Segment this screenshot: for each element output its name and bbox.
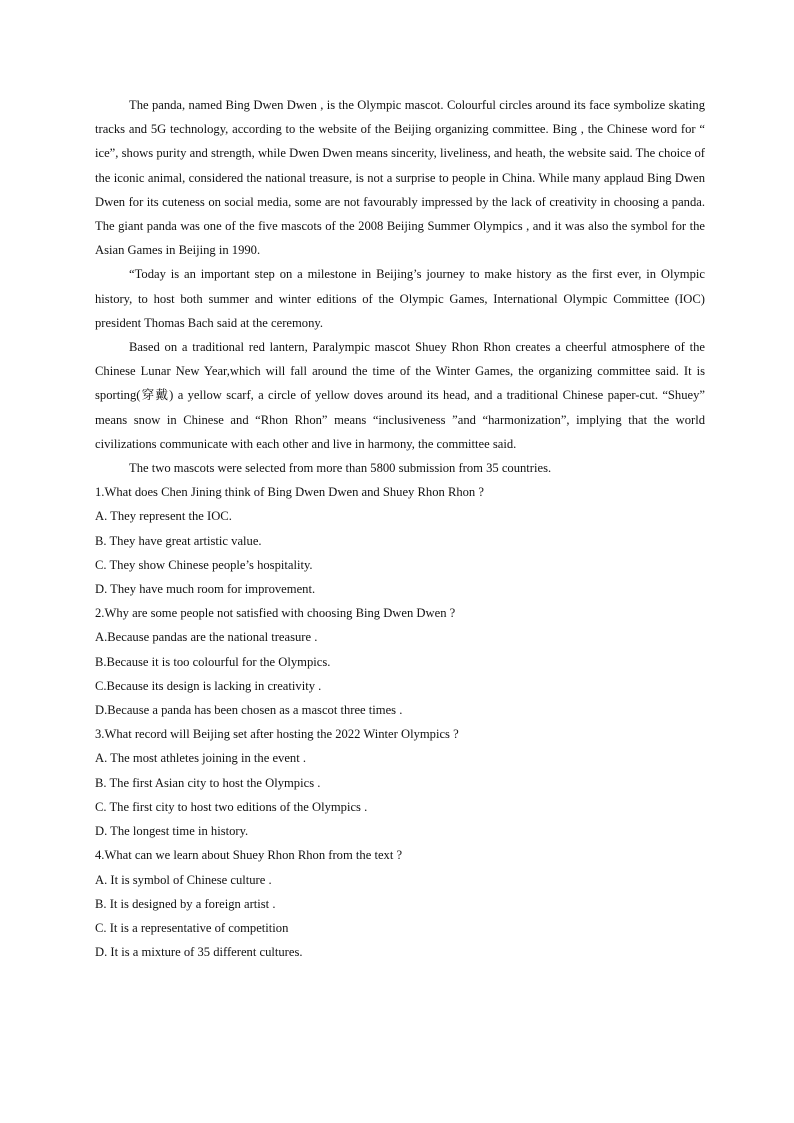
option-d: D. The longest time in history.: [95, 824, 249, 839]
option-d: D.Because a panda has been chosen as a mascot three times .: [95, 703, 403, 718]
passage-paragraph-1: The panda, named Bing Dwen Dwen , is the Olympic mascot. Colourful circles around its face symbolize skating tracks and 5G technology, according to the website of the Beijing organizing committee. Bing , the Chinese word for “ ice”, shows purity and strength, while Dwen Dwen means sincerity, liveliness, and heath, the website said. The choice of the iconic animal, considered the national treasure, is not a surprise to people in China. While many applaud Bing Dwen Dwen for its cuteness on social media, some are not favourably impressed by the lack of creativity in choosing a panda. The giant panda was one of the five mascots of the 2008 Beijing Summer Olympics , and it was also the symbol for the Asian Games in Beijing in 1990.: [95, 98, 705, 258]
option-b: B.Because it is too colourful for the Olympics.: [95, 654, 331, 669]
option-b: B. The first Asian city to host the Olympics .: [95, 775, 321, 790]
option-d: D. They have much room for improvement.: [95, 582, 316, 597]
question-stem: 3.What record will Beijing set after hosting the 2022 Winter Olympics ?: [95, 727, 459, 742]
question-stem: 2.Why are some people not satisfied with choosing Bing Dwen Dwen ?: [95, 606, 456, 621]
option-c: C. They show Chinese people’s hospitality.: [95, 557, 313, 572]
question-stem: 4.What can we learn about Shuey Rhon Rhon from the text ?: [95, 848, 403, 863]
passage-paragraph-4: The two mascots were selected from more than 5800 submission from 35 countries.: [129, 461, 552, 476]
question-2: [95, 601, 705, 722]
passage-paragraph-3: Based on a traditional red lantern, Paralympic mascot Shuey Rhon Rhon creates a cheerful atmosphere of the Chinese Lunar New Year,which will fall around the time of the Winter Games, the organizing committee said. It is sporting(穿戴) a yellow scarf, a circle of yellow doves around its head, and a traditional Chinese paper-cut. “Shuey” means snow in Chinese and “Rhon Rhon” means “inclusiveness ”and “harmonization”, implying that the world civilizations communicate with each other and live in harmony, the committee said.: [95, 340, 705, 451]
option-a: A.Because pandas are the national treasure .: [95, 630, 318, 645]
option-b: B. It is designed by a foreign artist .: [95, 896, 276, 911]
document-body: [95, 93, 705, 964]
option-a: A. They represent the IOC.: [95, 509, 232, 524]
option-c: C.Because its design is lacking in creativity .: [95, 678, 322, 693]
option-c: C. The first city to host two editions of the Olympics .: [95, 799, 368, 814]
passage-paragraph-2: “Today is an important step on a milestone in Beijing’s journey to make history as the first ever, in Olympic history, to host both summer and winter editions of the Olympic Games, International Olympic Committee (IOC) president Thomas Bach said at the ceremony.: [95, 267, 705, 330]
option-d: D. It is a mixture of 35 different cultures.: [95, 945, 303, 960]
question-stem: 1.What does Chen Jining think of Bing Dwen Dwen and Shuey Rhon Rhon ?: [95, 485, 484, 500]
option-c: C. It is a representative of competition: [95, 920, 289, 935]
option-a: A. It is symbol of Chinese culture .: [95, 872, 272, 887]
question-4: [95, 843, 705, 964]
option-b: B. They have great artistic value.: [95, 533, 262, 548]
question-3: [95, 722, 705, 843]
question-1: [95, 480, 705, 601]
option-a: A. The most athletes joining in the event .: [95, 751, 307, 766]
